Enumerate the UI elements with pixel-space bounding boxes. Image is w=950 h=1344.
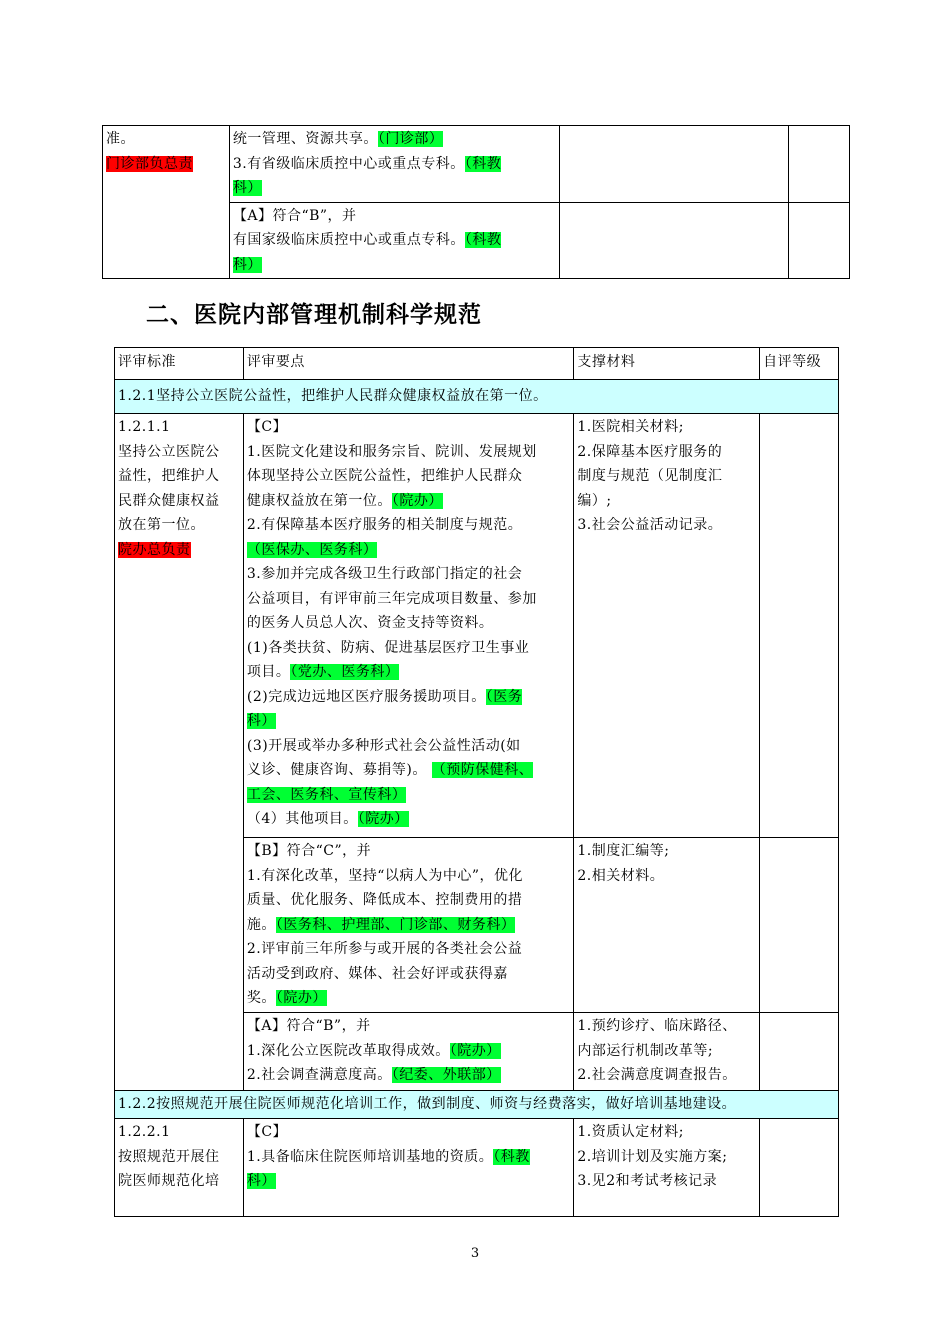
dept-tag: （院办） [449, 1042, 501, 1059]
level-c-grade [760, 414, 839, 838]
top-std-cell [103, 126, 230, 279]
section-row-1-2-1: 1.2.1坚持公立医院公益性，把维护人民群众健康权益放在第一位。 [115, 380, 839, 414]
std-cell-1-2-1-1: 1.2.1.1 坚持公立医院公 益性，把维护人 民群众健康权益 放在第一位。 院办总负责 [115, 414, 244, 1091]
level-c-cell: 【C】 1.医院文化建设和服务宗旨、院训、发展规划 体现坚持公立医院公益性，把维护人民群众 健康权益放在第一位。（院办） 2.有保障基本医疗服务的相关制度与规范。 （医保办、医务科） 3.参加并完成各级卫生行政部门指定的社会 公益项目，有评审前三年完成项目数量、参加 的医务人员总人次、资金支持等资料。 (1)各类扶贫、防病、促进基层医疗卫生事业 项目。（党办、医务科） (2)完成边远地区医疗服务援助项目。（医务 科） (3)开展或举办多种形式社会公益性活动(如 义诊、健康咨询、募捐等)。 （预防保健科、 工会、医务科、宣传科） （4）其他项目。（院办） [243, 414, 574, 838]
header-standard: 评审标准 [115, 348, 244, 380]
dept-tag: （科教 [464, 232, 502, 248]
dept-tag: 科） [246, 713, 276, 729]
level-c2-cell: 【C】 1.具备临床住院医师培训基地的资质。（科教 科） [243, 1119, 574, 1217]
top-table [102, 125, 850, 279]
level-b-grade [760, 838, 839, 1013]
owner-tag: 院办总负责 [118, 541, 191, 558]
dept-tag: （院办） [391, 492, 443, 509]
level-c2-grade [760, 1119, 839, 1217]
dept-tag: （门诊部） [377, 131, 444, 147]
owner-tag: 门诊部负总责 [106, 155, 193, 172]
dept-tag: 科） [246, 1173, 276, 1189]
dept-tag: （院办） [275, 990, 327, 1006]
section-heading: 二、医院内部管理机制科学规范 [146, 302, 482, 328]
top-grade-cell-2 [789, 202, 850, 279]
dept-tag: （医务科、护理部、门诊部、财务科） [275, 916, 516, 933]
level-c-support: 1.医院相关材料; 2.保障基本医疗服务的 制度与规范（见制度汇 编）; 3.社会公益活动记录。 [574, 414, 760, 838]
page-number: 3 [470, 1246, 480, 1261]
top-point-cell-1: 统一管理、资源共享。（门诊部） 3.有省级临床质控中心或重点专科。（科教 科） [229, 126, 560, 203]
header-grade: 自评等级 [760, 348, 839, 380]
top-grade-cell-1 [789, 126, 850, 203]
level-b-support: 1.制度汇编等; 2.相关材料。 [574, 838, 760, 1013]
header-points: 评审要点 [243, 348, 574, 380]
dept-tag: 工会、医务科、宣传科） [246, 786, 407, 803]
dept-tag: （纪委、外联部） [391, 1067, 501, 1083]
dept-tag: （科教 [464, 155, 502, 172]
level-c2-support: 1.资质认定材料; 2.培训计划及实施方案; 3.见2和考试考核记录 [574, 1119, 760, 1217]
std-cell-1-2-2-1: 1.2.2.1 按照规范开展住 院医师规范化培 [115, 1119, 244, 1217]
level-a-grade [760, 1013, 839, 1091]
level-a-support: 1.预约诊疗、临床路径、 内部运行机制改革等; 2.社会满意度调查报告。 [574, 1013, 760, 1091]
top-support-cell-2 [560, 202, 789, 279]
dept-tag: 科） [232, 180, 262, 196]
dept-tag: （科教 [493, 1148, 530, 1165]
top-point-cell-2: 【A】符合“B”，并 有国家级临床质控中心或重点专科。（科教 科） [229, 202, 560, 279]
header-support: 支撑材料 [574, 348, 760, 380]
dept-tag: 科） [232, 256, 262, 273]
dept-tag: （预防保健科、 [431, 762, 534, 778]
dept-tag: （党办、医务科） [290, 664, 400, 680]
level-b-cell: 【B】符合“C”，并 1.有深化改革，坚持“以病人为中心”，优化 质量、优化服务、降低成本、控制费用的措 施。（医务科、护理部、门诊部、财务科） 2.评审前三年所参与或开展的各类社会公益 活动受到政府、媒体、社会好评或获得嘉 奖。（院办） [243, 838, 574, 1013]
top-support-cell-1 [560, 126, 789, 203]
dept-tag: （医保办、医务科） [246, 541, 378, 558]
top-std-text: 准。 [106, 131, 135, 147]
dept-tag: （医务 [485, 688, 523, 705]
level-a-cell: 【A】符合“B”，并 1.深化公立医院改革取得成效。（院办） 2.社会调查满意度高。（纪委、外联部） [243, 1013, 574, 1091]
section-row-1-2-2: 1.2.2按照规范开展住院医师规范化培训工作，做到制度、师资与经费落实，做好培训基地建设。 [115, 1091, 839, 1119]
dept-tag: （院办） [357, 811, 409, 827]
main-table [114, 347, 839, 1217]
